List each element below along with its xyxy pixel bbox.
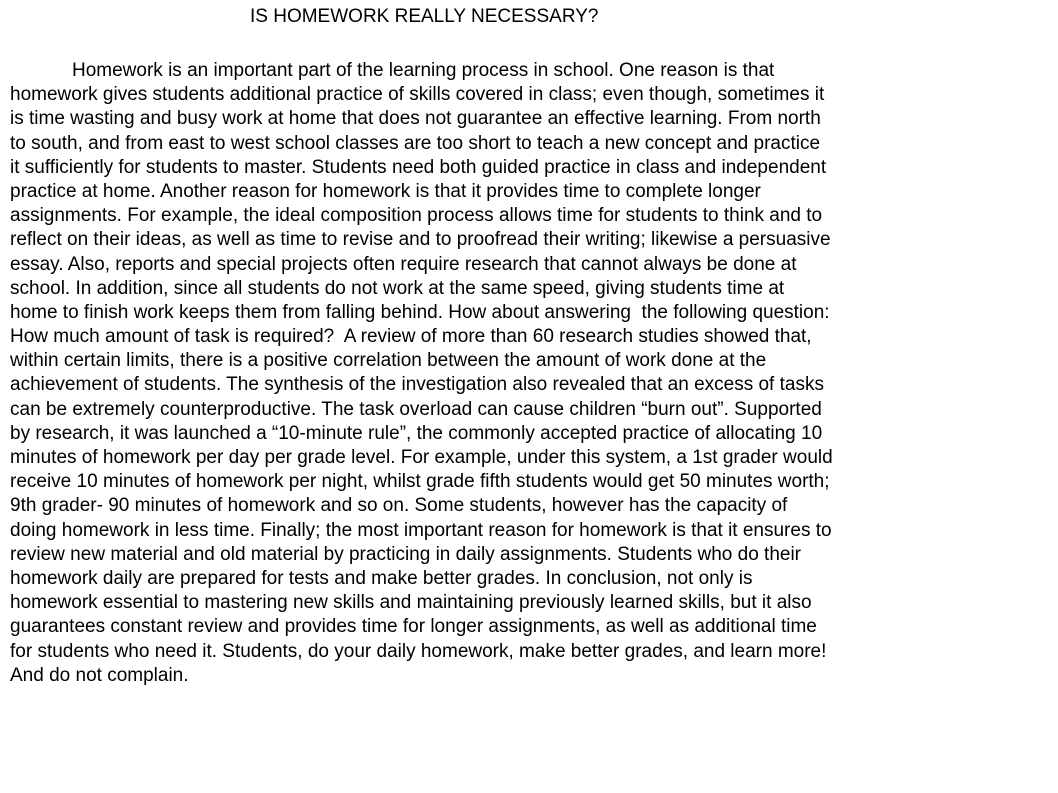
body-line: for students who need it. Students, do your daily homework, make better grades, and learn more! bbox=[10, 640, 827, 662]
body-line: within certain limits, there is a positive correlation between the amount of work done at the bbox=[10, 350, 767, 372]
body-line: school. In addition, since all students do not work at the same speed, giving students time at bbox=[10, 277, 785, 299]
body-line: homework gives students additional practice of skills covered in class; even though, sometimes it bbox=[10, 84, 825, 106]
document-title: IS HOMEWORK REALLY NECESSARY? bbox=[250, 6, 599, 27]
body-line: to south, and from east to west school classes are too short to teach a new concept and practice bbox=[10, 132, 821, 154]
body-line: achievement of students. The synthesis of the investigation also revealed that an excess of tasks bbox=[10, 374, 824, 396]
body-line: practice at home. Another reason for homework is that it provides time to complete longer bbox=[10, 180, 761, 202]
body-line: 9th grader- 90 minutes of homework and so on. Some students, however has the capacity of bbox=[10, 495, 788, 517]
body-line: it sufficiently for students to master. Students need both guided practice in class and independent bbox=[10, 156, 827, 178]
body-line: doing homework in less time. Finally; the most important reason for homework is that it ensures to bbox=[10, 519, 832, 541]
body-line: guarantees constant review and provides time for longer assignments, as well as additional time bbox=[10, 616, 817, 638]
body-line: reflect on their ideas, as well as time to revise and to proofread their writing; likewise a persuasive bbox=[10, 229, 831, 251]
body-line: homework daily are prepared for tests and make better grades. In conclusion, not only is bbox=[10, 567, 753, 589]
body-line: And do not complain. bbox=[10, 664, 189, 686]
body-line: receive 10 minutes of homework per night, whilst grade fifth students would get 50 minutes worth; bbox=[10, 471, 830, 493]
document-body bbox=[10, 59, 1055, 688]
body-line: minutes of homework per day per grade level. For example, under this system, a 1st grader would bbox=[10, 447, 833, 468]
body-line: can be extremely counterproductive. The task overload can cause children “burn out”. Supported bbox=[10, 398, 822, 420]
body-line: homework essential to mastering new skills and maintaining previously learned skills, but it also bbox=[10, 592, 812, 614]
body-line: home to finish work keeps them from falling behind. How about answering the following question: bbox=[10, 301, 830, 323]
body-line: assignments. For example, the ideal composition process allows time for students to think and to bbox=[10, 205, 823, 227]
body-line: essay. Also, reports and special projects often require research that cannot always be done at bbox=[10, 253, 797, 275]
body-line: Homework is an important part of the learning process in school. One reason is that bbox=[72, 60, 775, 81]
body-line: How much amount of task is required? A review of more than 60 research studies showed that, bbox=[10, 326, 812, 348]
body-line: by research, it was launched a “10-minute rule”, the commonly accepted practice of allocating 10 bbox=[10, 422, 823, 444]
body-line: review new material and old material by practicing in daily assignments. Students who do their bbox=[10, 543, 802, 565]
body-line: is time wasting and busy work at home that does not guarantee an effective learning. From north bbox=[10, 108, 821, 130]
